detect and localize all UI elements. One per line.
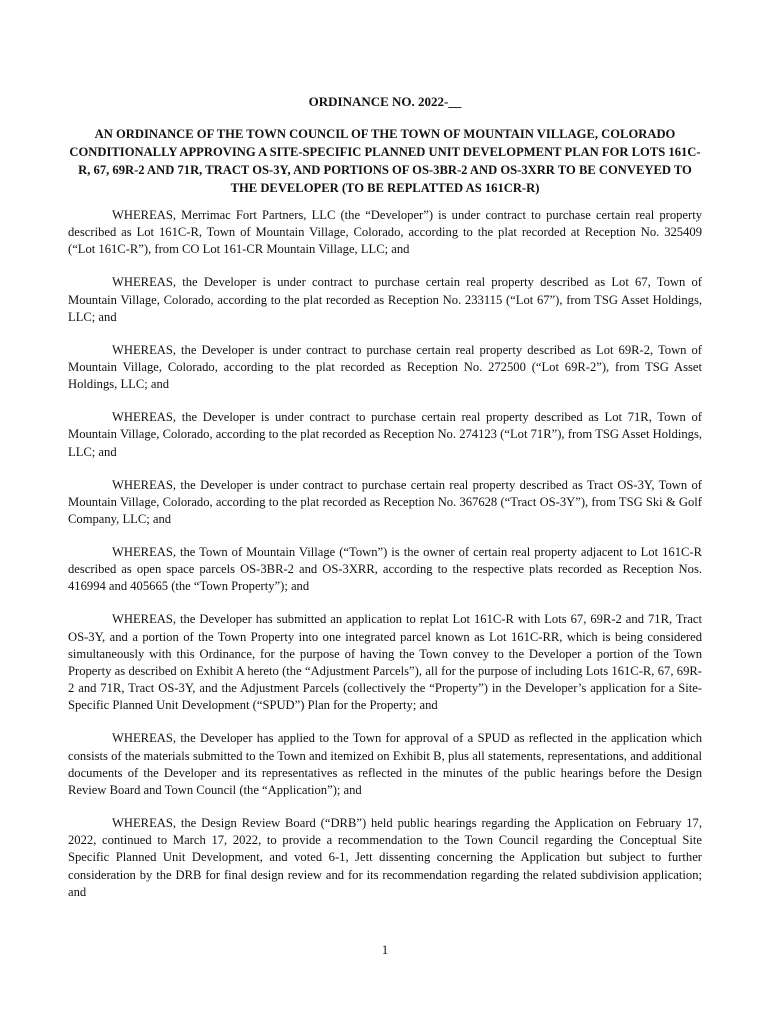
whereas-paragraph: WHEREAS, the Developer is under contract to purchase certain real property described as Tract OS-3Y, Town of Mountain Village, Colorado, according to the plat recorded as Reception No. 367628 (“Tract OS-3Y”), from TSG Ski & Golf Company, LLC; and <box>68 477 702 527</box>
whereas-paragraph: WHEREAS, the Developer has applied to the Town for approval of a SPUD as reflected in the application which consists of the materials submitted to the Town and itemized on Exhibit B, plus all statements, representations, and additional documents of the Developer and its representatives as reflected in the minutes of the public hearings before the Design Review Board and Town Council (the “Application”); and <box>68 731 702 798</box>
page-number: 1 <box>381 943 389 957</box>
document-body <box>68 207 702 917</box>
whereas-paragraph: WHEREAS, the Town of Mountain Village (“Town”) is the owner of certain real property adjacent to Lot 161C-R described as open space parcels OS-3BR-2 and OS-3XRR, according to the respective plats recorded as Reception Nos. 416994 and 405665 (the “Town Property”); and <box>68 545 702 594</box>
whereas-paragraph: WHEREAS, the Developer is under contract to purchase certain real property described as Lot 69R-2, Town of Mountain Village, Colorado, according to the plat recorded as Reception No. 272500 (“Lot 69R-2”), from TSG Asset Holdings, LLC; and <box>68 342 702 392</box>
whereas-paragraph: WHEREAS, the Design Review Board (“DRB”) held public hearings regarding the Application on February 17, 2022, continued to March 17, 2022, to provide a recommendation to the Town Council regarding the Conceptual Site Specific Planned Unit Development, and voted 6-1, Jett dissenting concerning the Application but subject to further consideration by the DRB for final design review and for its recommendation regarding the related subdivision application; and <box>68 816 702 899</box>
whereas-paragraph: WHEREAS, the Developer is under contract to purchase certain real property described as Lot 71R, Town of Mountain Village, Colorado, according to the plat recorded as Reception No. 274123 (“Lot 71R”), from TSG Asset Holdings, LLC; and <box>68 410 702 459</box>
ordinance-number: ORDINANCE NO. 2022-__ <box>308 94 462 109</box>
whereas-paragraph: WHEREAS, the Developer is under contract to purchase certain real property described as Lot 67, Town of Mountain Village, Colorado, according to the plat recorded as Reception No. 233115 (“Lot 67”), from TSG Asset Holdings, LLC; and <box>68 275 702 324</box>
ordinance-title: AN ORDINANCE OF THE TOWN COUNCIL OF THE TOWN OF MOUNTAIN VILLAGE, COLORADO CONDITIONALLY APPROVING A SITE-SPECIFIC PLANNED UNIT DEVELOPMENT PLAN FOR LOTS 161C-R, 67, 69R-2 AND 71R, TRACT OS-3Y, AND PORTIONS OF OS-3BR-2 AND OS-3XRR TO BE CONVEYED TO THE DEVELOPER (TO BE REPLATTED AS 161CR-R) <box>69 127 701 195</box>
whereas-paragraph: WHEREAS, Merrimac Fort Partners, LLC (the “Developer”) is under contract to purchase certain real property described as Lot 161C-R, Town of Mountain Village, Colorado, according to the plat recorded at Reception No. 325409 (“Lot 161C-R”), from CO Lot 161-CR Mountain Village, LLC; and <box>68 208 702 257</box>
whereas-paragraph: WHEREAS, the Developer has submitted an application to replat Lot 161C-R with Lots 67, 69R-2 and 71R, Tract OS-3Y, and a portion of the Town Property into one integrated parcel known as Lot 161C-RR, which is being considered simultaneously with this Ordinance, for the purpose of having the Town convey to the Developer a portion of the Town Property as described on Exhibit A hereto (the “Adjustment Parcels”), all for the purpose of including Lots 161C-R, 67, 69R-2 and 71R, Tract OS-3Y, and the Adjustment Parcels (collectively the “Property”) in the Developer’s application for a Site-Specific Planned Unit Development (“SPUD”) Plan for the Property; and <box>68 612 702 713</box>
